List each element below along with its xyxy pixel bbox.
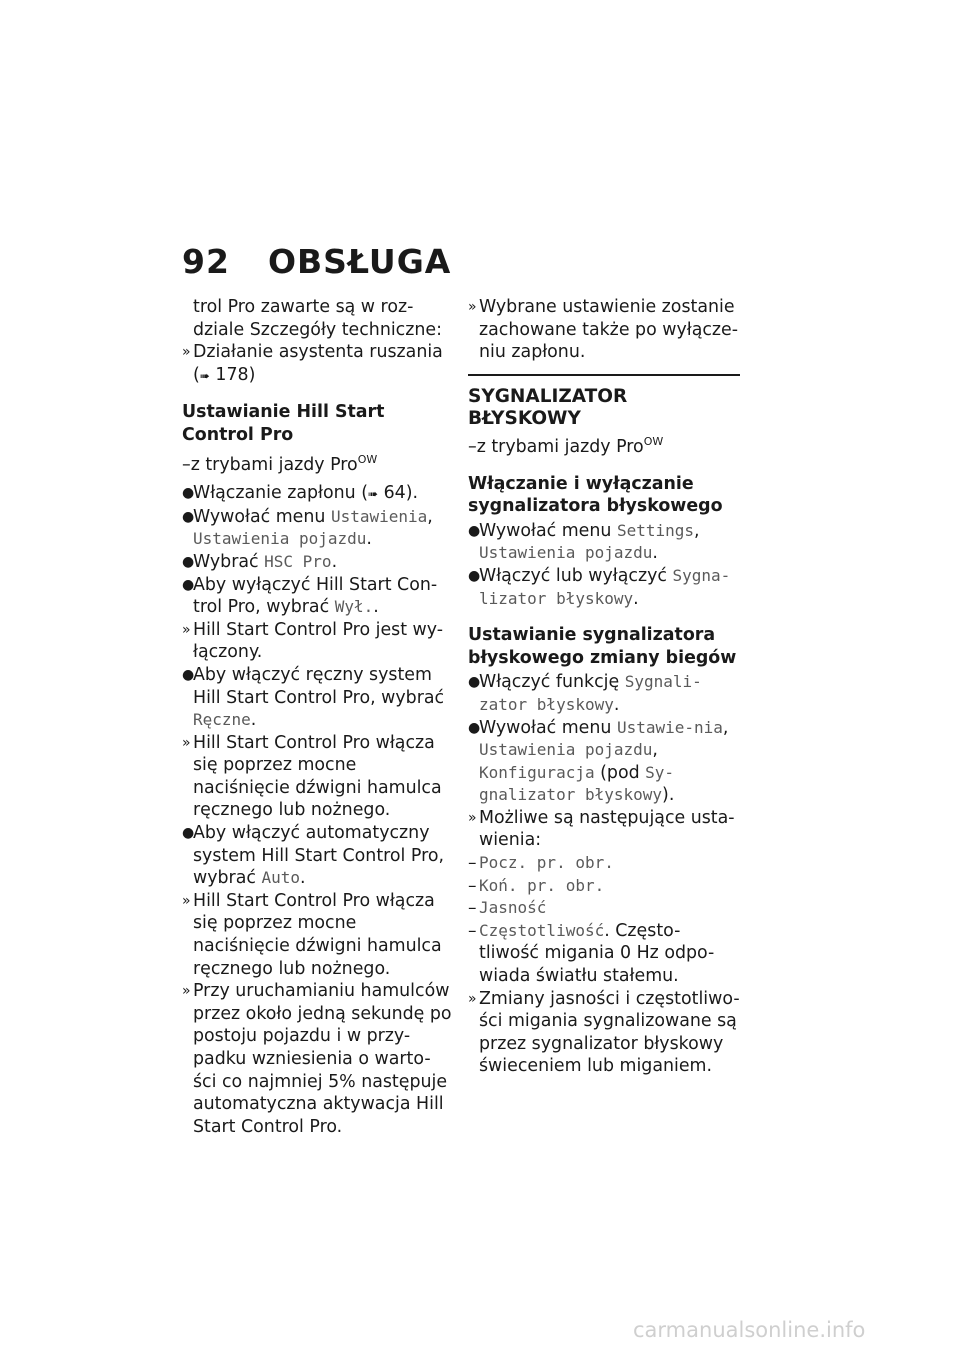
bullet-item: ● Aby włączyć ręczny system Hill Start Control Pro, wybrać Ręczne. — [182, 664, 445, 731]
dash-icon: – — [468, 853, 477, 874]
bullet-item: ● Włączyć funkcję Sygnali-zator błyskowy. — [468, 672, 702, 715]
dash-item — [468, 852, 740, 875]
dash-icon: – — [468, 875, 477, 896]
page-header — [182, 242, 451, 281]
bullet-icon: ● — [468, 674, 481, 691]
menu-term: Settings — [616, 520, 695, 540]
superscript: OW — [643, 434, 664, 448]
text: Aby wyłączyć Hill Start Con-trol Pro, wybrać — [193, 574, 438, 618]
dash-icon: – — [468, 920, 477, 941]
text: Wybrane ustawienie zostanie zachowane także po wyłącze-niu zapłonu. — [479, 297, 739, 363]
section-divider — [468, 374, 740, 376]
text: Wywołać menu — [193, 506, 331, 527]
text: Włączyć lub wyłączyć — [479, 565, 673, 586]
text: Zmiany jasności i częstotliwo-ści migania sygnalizowane są przez sygnalizator błyskowy świeceniem lub miganiem. — [479, 988, 740, 1077]
dash-icon: – — [468, 898, 477, 919]
menu-term: Wył. — [334, 597, 374, 617]
text: Aby włączyć ręczny system Hill Start Control Pro, wybrać — [193, 664, 445, 708]
text: Hill Start Control Pro włącza się poprzez mocne naciśnięcie dźwigni hamulca ręcznego lub nożnego. — [193, 890, 442, 979]
text: Włączanie zapłonu ( — [193, 483, 368, 504]
menu-term: Pocz. pr. obr. — [479, 853, 614, 873]
paragraph — [182, 296, 454, 341]
result-marker-icon: » — [468, 990, 477, 1007]
result-marker-icon: » — [182, 983, 191, 1000]
menu-term: HSC Pro — [264, 551, 332, 571]
menu-term: Auto — [261, 868, 300, 888]
mode-note — [468, 431, 740, 459]
menu-term: Ustawienia pojazdu — [479, 740, 653, 760]
result-item — [182, 980, 454, 1138]
result-item: » Działanie asystenta ruszania (➠ 178) — [182, 342, 443, 385]
text: . Często-tliwość migania 0 Hz odpo-wiada światłu stałemu. — [479, 920, 715, 987]
menu-term: Koń. pr. obr. — [479, 875, 605, 895]
menu-term: Sy-gnalizator błyskowy — [479, 762, 675, 805]
subheading: Włączanie i wyłączanie sygnalizatora błyskowego — [468, 473, 723, 517]
bullet-item: ● Wywołać menu Ustawie-nia, Ustawienia pojazdu, Konfiguracja (pod Sy-gnalizator błyskowy). — [468, 717, 729, 806]
dash-item — [468, 897, 740, 920]
menu-term: Sygnali-zator błyskowy — [479, 672, 702, 714]
menu-term: Ustawienia pojazdu — [193, 529, 367, 549]
bullet-icon: ● — [182, 485, 195, 502]
text: Działanie asystenta ruszania — [193, 342, 443, 363]
left-column — [182, 296, 454, 1138]
bullet-item: ● Wywołać menu Ustawienia, Ustawienia pojazdu. — [182, 506, 433, 550]
page-ref-arrow-icon: ➠ — [199, 368, 210, 383]
text: Możliwe są następujące usta-wienia: — [479, 807, 735, 851]
bullet-icon: ● — [182, 666, 195, 683]
bullet-icon: ● — [182, 508, 195, 525]
result-marker-icon: » — [182, 621, 191, 638]
menu-term: Częstotliwość — [479, 920, 605, 940]
text: trol Pro zawarte są w roz-dziale Szczegóły techniczne: — [193, 297, 442, 340]
bullet-icon: ● — [182, 825, 195, 842]
text: –z trybami jazdy Pro — [182, 454, 358, 475]
bullet-icon: ● — [182, 576, 195, 593]
mode-note — [182, 449, 454, 477]
bullet-item: ● Aby wyłączyć Hill Start Con-trol Pro, wybrać Wył.. — [182, 574, 438, 618]
result-item — [468, 807, 740, 852]
bullet-item — [182, 482, 454, 506]
menu-term: Ustawie-nia — [616, 717, 723, 737]
result-marker-icon: » — [468, 299, 477, 315]
bullet-item: ● Włączyć lub wyłączyć Sygna-lizator błyskowy. — [468, 565, 731, 609]
result-marker-icon: » — [468, 809, 477, 826]
menu-term: Sygna-lizator błyskowy — [479, 565, 731, 608]
text: Wybrać — [193, 551, 265, 572]
text: Hill Start Control Pro jest wy-łączony. — [193, 619, 444, 663]
superscript: OW — [357, 452, 378, 466]
bullet-icon: ● — [468, 522, 481, 539]
menu-term: Konfiguracja — [479, 762, 595, 782]
watermark: carmanualsonline.info — [633, 1318, 866, 1342]
text: Hill Start Control Pro włącza się poprzez mocne naciśnięcie dźwigni hamulca ręcznego lub nożnego. — [193, 732, 442, 821]
bullet-icon: ● — [468, 719, 481, 736]
result-item — [182, 890, 454, 980]
page-title: OBSŁUGA — [267, 242, 452, 281]
result-marker-icon: » — [182, 344, 191, 361]
menu-term: Ustawienia pojazdu — [479, 543, 653, 563]
result-marker-icon: » — [182, 734, 191, 751]
page-number: 92 — [182, 242, 230, 281]
page-ref[interactable]: 178) — [215, 364, 256, 385]
bullet-item: ● Wywołać menu Settings, Ustawienia pojazdu. — [468, 520, 700, 564]
text: –z trybami jazdy Pro — [468, 436, 644, 457]
bullet-icon: ● — [182, 553, 195, 570]
text: Włączyć funkcję — [479, 672, 625, 693]
subheading: Ustawianie Hill Start Control Pro — [182, 402, 385, 445]
result-item — [182, 619, 454, 664]
dash-item — [468, 920, 740, 988]
text: Wywołać menu — [479, 717, 617, 738]
result-item — [468, 988, 740, 1078]
text: (pod — [594, 762, 646, 783]
text: Aby włączyć automatyczny system Hill Start Control Pro, wybrać — [193, 823, 445, 889]
menu-term: Jasność — [479, 898, 547, 918]
menu-term: Ręczne — [193, 710, 251, 730]
section-heading: SYGNALIZATOR BŁYSKOWY — [468, 385, 628, 430]
page-ref-arrow-icon: ➠ — [368, 487, 379, 502]
dash-item — [468, 875, 740, 898]
right-column — [468, 296, 740, 1078]
page-ref[interactable]: 64). — [383, 483, 419, 504]
bullet-item: ● Wybrać HSC Pro. — [182, 551, 338, 572]
bullet-item: ● Aby włączyć automatyczny system Hill Start Control Pro, wybrać Auto. — [182, 823, 445, 889]
text: Przy uruchamianiu hamulców przez około jedną sekundę po postoju pojazdu i w przy-padku wzniesienia o warto-ści co najmniej 5% następuje automatyczna aktywacja Hill Start Control Pro. — [193, 981, 452, 1137]
bullet-icon: ● — [468, 567, 481, 584]
text: Wywołać menu — [479, 520, 617, 541]
menu-term: Ustawienia — [330, 506, 428, 526]
result-marker-icon: » — [182, 892, 191, 909]
subheading: Ustawianie sygnalizatora błyskowego zmiany biegów — [468, 625, 737, 668]
result-item — [468, 296, 740, 364]
result-item — [182, 732, 454, 822]
